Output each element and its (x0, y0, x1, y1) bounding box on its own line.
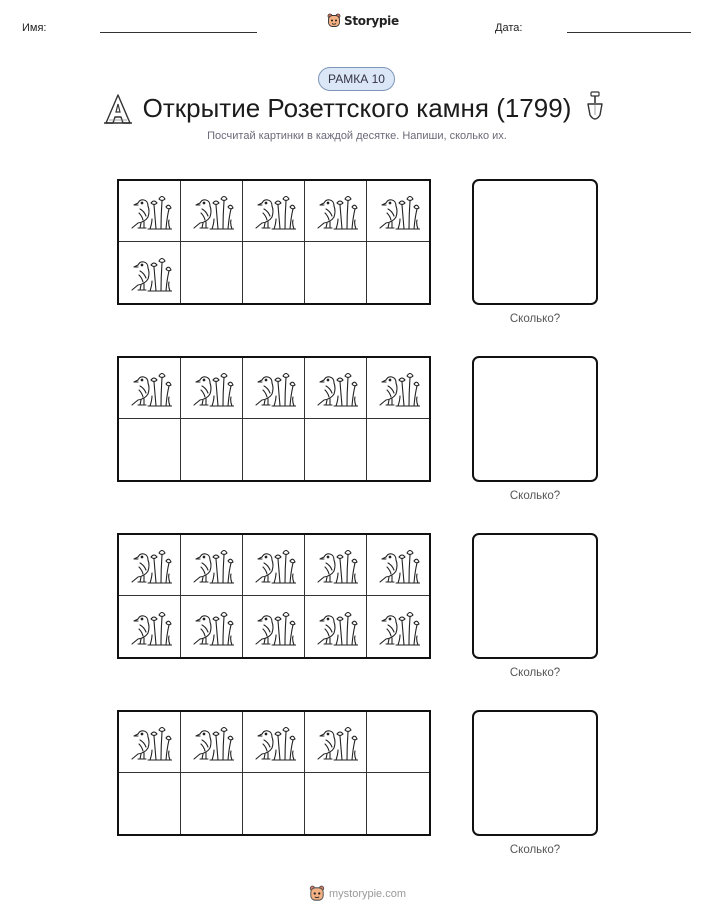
ten-frame-cell-filled (181, 596, 243, 657)
ten-frame-cell-empty (367, 712, 429, 773)
brand-logo (327, 13, 399, 29)
ten-frame-cell-empty (243, 773, 305, 834)
ten-frame-cell-empty (181, 773, 243, 834)
ten-frame-cell-filled (305, 181, 367, 242)
answer-box[interactable] (472, 356, 598, 482)
ten-frame-cell-empty (367, 419, 429, 480)
ten-frame-cell-filled (305, 358, 367, 419)
bird-and-papyrus-icon (128, 605, 172, 649)
ten-frame-cell-filled (119, 535, 181, 596)
storypie-mascot-icon (309, 885, 325, 903)
trowel-icon (585, 91, 605, 125)
name-label: Имя: (22, 22, 47, 34)
answer-prompt: Сколько? (509, 844, 561, 856)
ten-frame-cell-filled (181, 712, 243, 773)
ten-frame-cell-empty (243, 242, 305, 303)
answer-prompt: Сколько? (509, 667, 561, 679)
ten-frame-cell-filled (119, 181, 181, 242)
ten-frame-cell-filled (305, 596, 367, 657)
answer-box[interactable] (472, 710, 598, 836)
ten-frame-cell-empty (243, 419, 305, 480)
ten-frame-cell-empty (367, 773, 429, 834)
bird-and-papyrus-icon (128, 189, 172, 233)
ten-frame-cell-empty (119, 419, 181, 480)
bird-and-papyrus-icon (314, 605, 358, 649)
bird-and-papyrus-icon (376, 605, 420, 649)
ten-frame-cell-filled (243, 712, 305, 773)
ten-frame-cell-empty (305, 419, 367, 480)
bird-and-papyrus-icon (376, 543, 420, 587)
bird-and-papyrus-icon (252, 605, 296, 649)
ten-frame-cell-filled (305, 535, 367, 596)
bird-and-papyrus-icon (252, 189, 296, 233)
ten-frame-cell-filled (305, 712, 367, 773)
bird-and-papyrus-icon (128, 251, 172, 295)
ten-frame-cell-filled (119, 712, 181, 773)
ten-frame-cell-filled (119, 358, 181, 419)
ten-frame-cell-filled (119, 242, 181, 303)
date-label: Дата: (495, 22, 523, 34)
bird-and-papyrus-icon (376, 189, 420, 233)
ten-frame-cell-filled (243, 358, 305, 419)
bird-and-papyrus-icon (252, 720, 296, 764)
page-title: Открытие Розеттского камня (1799) (142, 93, 572, 123)
bird-and-papyrus-icon (190, 189, 234, 233)
bird-and-papyrus-icon (190, 543, 234, 587)
bird-and-papyrus-icon (376, 366, 420, 410)
ten-frame-cell-filled (181, 535, 243, 596)
bird-and-papyrus-icon (252, 366, 296, 410)
answer-box[interactable] (472, 533, 598, 659)
ten-frame-cell-empty (181, 419, 243, 480)
ten-frame-cell-filled (367, 596, 429, 657)
ten-frame (117, 179, 431, 305)
ten-frame-cell-empty (181, 242, 243, 303)
bird-and-papyrus-icon (190, 605, 234, 649)
name-line[interactable] (100, 32, 257, 33)
ten-frame-cell-filled (243, 181, 305, 242)
answer-prompt: Сколько? (509, 313, 561, 325)
storypie-mascot-icon (327, 13, 341, 29)
footer-url: mystorypie.com (329, 888, 407, 900)
date-line[interactable] (567, 32, 691, 33)
bird-and-papyrus-icon (314, 366, 358, 410)
ten-frame (117, 356, 431, 482)
bird-and-papyrus-icon (190, 366, 234, 410)
answer-prompt: Сколько? (509, 490, 561, 502)
bird-and-papyrus-icon (252, 543, 296, 587)
ten-frame-cell-filled (181, 358, 243, 419)
ten-frame-cell-filled (367, 358, 429, 419)
ten-frame-cell-filled (367, 535, 429, 596)
bird-and-papyrus-icon (128, 366, 172, 410)
answer-box[interactable] (472, 179, 598, 305)
ten-frame-cell-filled (243, 535, 305, 596)
ten-frame-cell-filled (367, 181, 429, 242)
frame-badge: РАМКА 10 (318, 67, 395, 91)
ten-frame-cell-empty (305, 242, 367, 303)
instructions: Посчитай картинки в каждой десятке. Напиши, сколько их. (207, 130, 507, 142)
ten-frame-cell-filled (119, 596, 181, 657)
bird-and-papyrus-icon (314, 543, 358, 587)
bird-and-papyrus-icon (314, 720, 358, 764)
ten-frame (117, 710, 431, 836)
bird-and-papyrus-icon (190, 720, 234, 764)
ten-frame-cell-empty (305, 773, 367, 834)
ten-frame-cell-filled (181, 181, 243, 242)
brand-name: Storypie (344, 14, 399, 28)
footer (309, 885, 406, 903)
bird-and-papyrus-icon (128, 720, 172, 764)
ten-frame-cell-empty (367, 242, 429, 303)
ten-frame-cell-empty (119, 773, 181, 834)
ten-frame-cell-filled (243, 596, 305, 657)
bird-and-papyrus-icon (128, 543, 172, 587)
bird-and-papyrus-icon (314, 189, 358, 233)
ten-frame (117, 533, 431, 659)
